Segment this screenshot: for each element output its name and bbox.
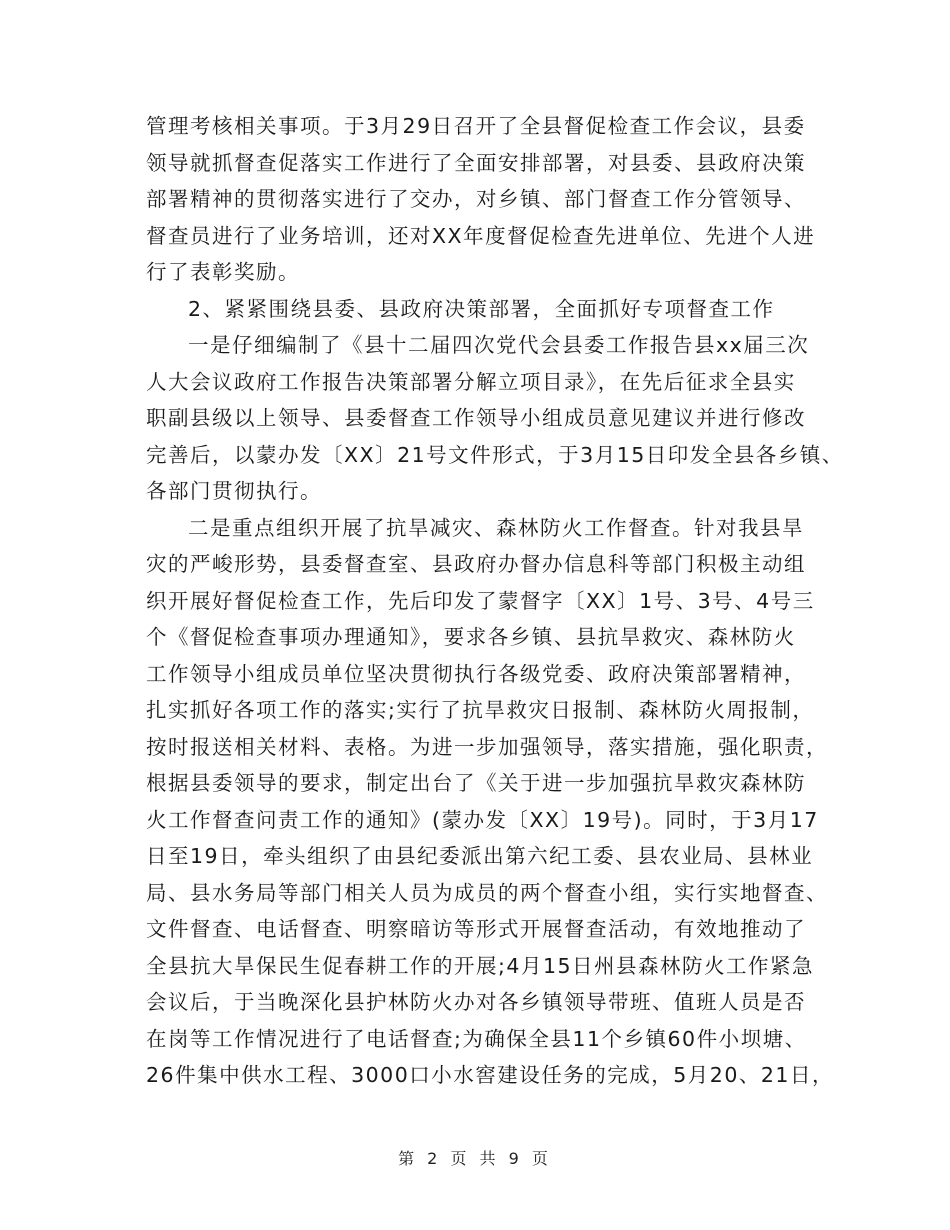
text-line: 文件督查、电话督查、明察暗访等形式开展督查活动，有效地推动了 — [146, 917, 806, 941]
text-line: 部署精神的贯彻落实进行了交办，对乡镇、部门督查工作分管领导、 — [146, 187, 806, 211]
text-line: 2、紧紧围绕县委、县政府决策部署，全面抓好专项督查工作 — [188, 296, 775, 321]
text-line: 根据县委领导的要求，制定出台了《关于进一步加强抗旱救灾森林防 — [146, 771, 806, 795]
text-line: 个《督促检查事项办理通知》，要求各乡镇、县抗旱救灾、森林防火 — [146, 625, 796, 649]
text-line: 职副县级以上领导、县委督查工作领导小组成员意见建议并进行修改 — [146, 406, 806, 430]
text-line: 日至19日，牵头组织了由县纪委派出第六纪工委、县农业局、县林业 — [146, 844, 814, 868]
text-line: 按时报送相关材料、表格。为进一步加强领导，落实措施，强化职责， — [146, 734, 828, 759]
text-line: 工作领导小组成员单位坚决贯彻执行各级党委、政府决策部署精神， — [146, 661, 806, 686]
text-line: 织开展好督促检查工作，先后印发了蒙督字〔XX〕1号、3号、4号三 — [146, 588, 815, 613]
document-body — [146, 108, 844, 1094]
text-line: 会议后，于当晚深化县护林防火办对各乡镇领导带班、值班人员是否 — [146, 990, 806, 1014]
text-line: 管理考核相关事项。于3月29日召开了全县督促检查工作会议，县委 — [146, 114, 806, 138]
text-line: 二是重点组织开展了抗旱减灾、森林防火工作督查。针对我县旱 — [188, 515, 804, 540]
page-footer: 第 2 页 共 9 页 — [398, 1149, 552, 1168]
text-line: 人大会议政府工作报告决策部署分解立项目录》，在先后征求全县实 — [146, 369, 796, 394]
text-line: 完善后，以蒙办发〔XX〕21号文件形式，于3月15日印发全县各乡镇、 — [146, 442, 844, 467]
text-line: 火工作督查问责工作的通知》(蒙办发〔XX〕19号)。同时，于3月17 — [146, 807, 819, 832]
text-line: 督查员进行了业务培训，还对XX年度督促检查先进单位、先进个人进 — [146, 223, 816, 248]
text-line: 26件集中供水工程、3000口小水窖建设任务的完成，5月20、21日， — [146, 1063, 834, 1087]
text-line: 行了表彰奖励。 — [146, 260, 300, 284]
text-line: 各部门贯彻执行。 — [146, 479, 322, 503]
text-line: 在岗等工作情况进行了电话督查;为确保全县11个乡镇60件小坝塘、 — [146, 1026, 807, 1051]
text-line: 一是仔细编制了《县十二届四次党代会县委工作报告县xx届三次 — [188, 333, 810, 357]
text-line: 扎实抓好各项工作的落实;实行了抗旱救灾日报制、森林防火周报制， — [146, 698, 815, 722]
text-line: 灾的严峻形势，县委督查室、县政府办督办信息科等部门积极主动组 — [146, 552, 806, 576]
text-line: 局、县水务局等部门相关人员为成员的两个督查小组，实行实地督查、 — [146, 880, 828, 905]
text-line: 全县抗大旱保民生促春耕工作的开展;4月15日州县森林防火工作紧急 — [146, 953, 815, 978]
text-line: 领导就抓督查促落实工作进行了全面安排部署，对县委、县政府决策 — [146, 150, 806, 175]
